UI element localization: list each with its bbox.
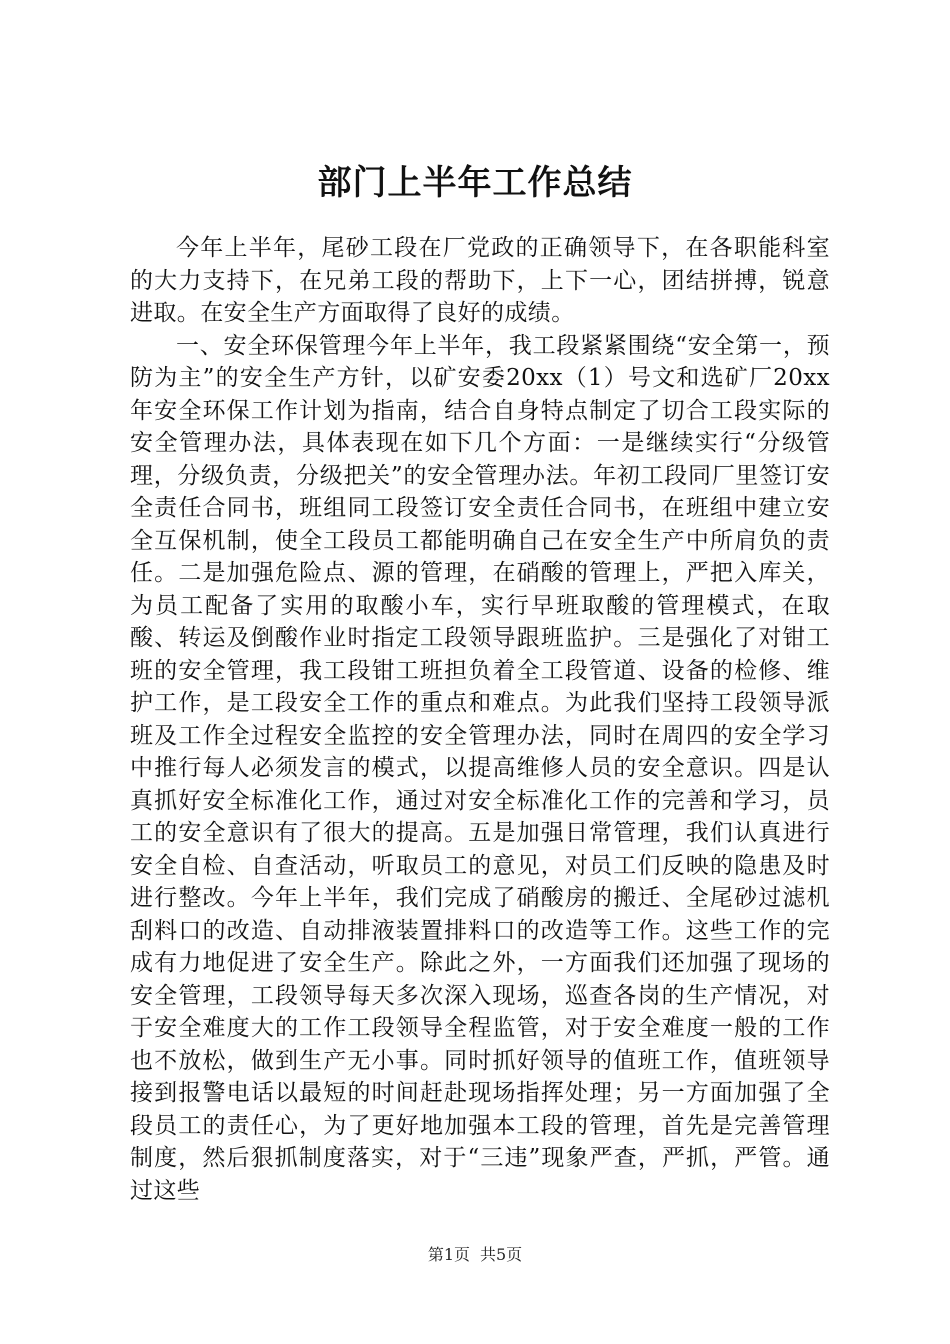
page-footer (0, 1244, 950, 1266)
document-body (130, 232, 830, 1207)
paragraph-safety-management: 一、安全环保管理今年上半年，我工段紧紧围绕“安全第一，预防为主”的安全生产方针，以矿安委20xx（1）号文和选矿厂20xx年安全环保工作计划为指南，结合自身特点制定了切合工段实际的安全管理办法，具体表现在如下几个方面：一是继续实行“分级管理，分级负责，分级把关”的安全管理办法。年初工段同厂里签订安全责任合同书，班组同工段签订安全责任合同书，在班组中建立安全互保机制，使全工段员工都能明确自己在安全生产中所肩负的责任。二是加强危险点、源的管理，在硝酸的管理上，严把入库关，为员工配备了实用的取酸小车，实行早班取酸的管理模式，在取酸、转运及倒酸作业时指定工段领导跟班监护。三是强化了对钳工班的安全管理，我工段钳工班担负着全工段管道、设备的检修、维护工作，是工段安全工作的重点和难点。为此我们坚持工段领导派班及工作全过程安全监控的安全管理办法，同时在周四的安全学习中推行每人必须发言的模式，以提高维修人员的安全意识。四是认真抓好安全标准化工作，通过对安全标准化工作的完善和学习，员工的安全意识有了很大的提高。五是加强日常管理，我们认真进行安全自检、自查活动，听取员工的意见，对员工们反映的隐患及时进行整改。今年上半年，我们完成了硝酸房的搬迁、全尾砂过滤机刮料口的改造、自动排液装置排料口的改造等工作。这些工作的完成有力地促进了安全生产。除此之外，一方面我们还加强了现场的安全管理，工段领导每天多次深入现场，巡查各岗的生产情况，对于安全难度大的工作工段领导全程监管，对于安全难度一般的工作也不放松，做到生产无小事。同时抓好领导的值班工作，值班领导接到报警电话以最短的时间赶赴现场指挥处理；另一方面加强了全段员工的责任心，为了更好地加强本工段的管理，首先是完善管理制度，然后狠抓制度落实，对于“三违”现象严查，严抓，严管。通过这些 (130, 332, 830, 1204)
page-number-current: 第1页 (427, 1245, 470, 1264)
paragraph-intro: 今年上半年，尾砂工段在厂党政的正确领导下，在各职能科室的大力支持下，在兄弟工段的帮助下，上下一心，团结拼搏，锐意进取。在安全生产方面取得了良好的成绩。 (130, 235, 830, 326)
page-number-total: 共5页 (480, 1245, 523, 1264)
document-title: 部门上半年工作总结 (317, 163, 633, 203)
